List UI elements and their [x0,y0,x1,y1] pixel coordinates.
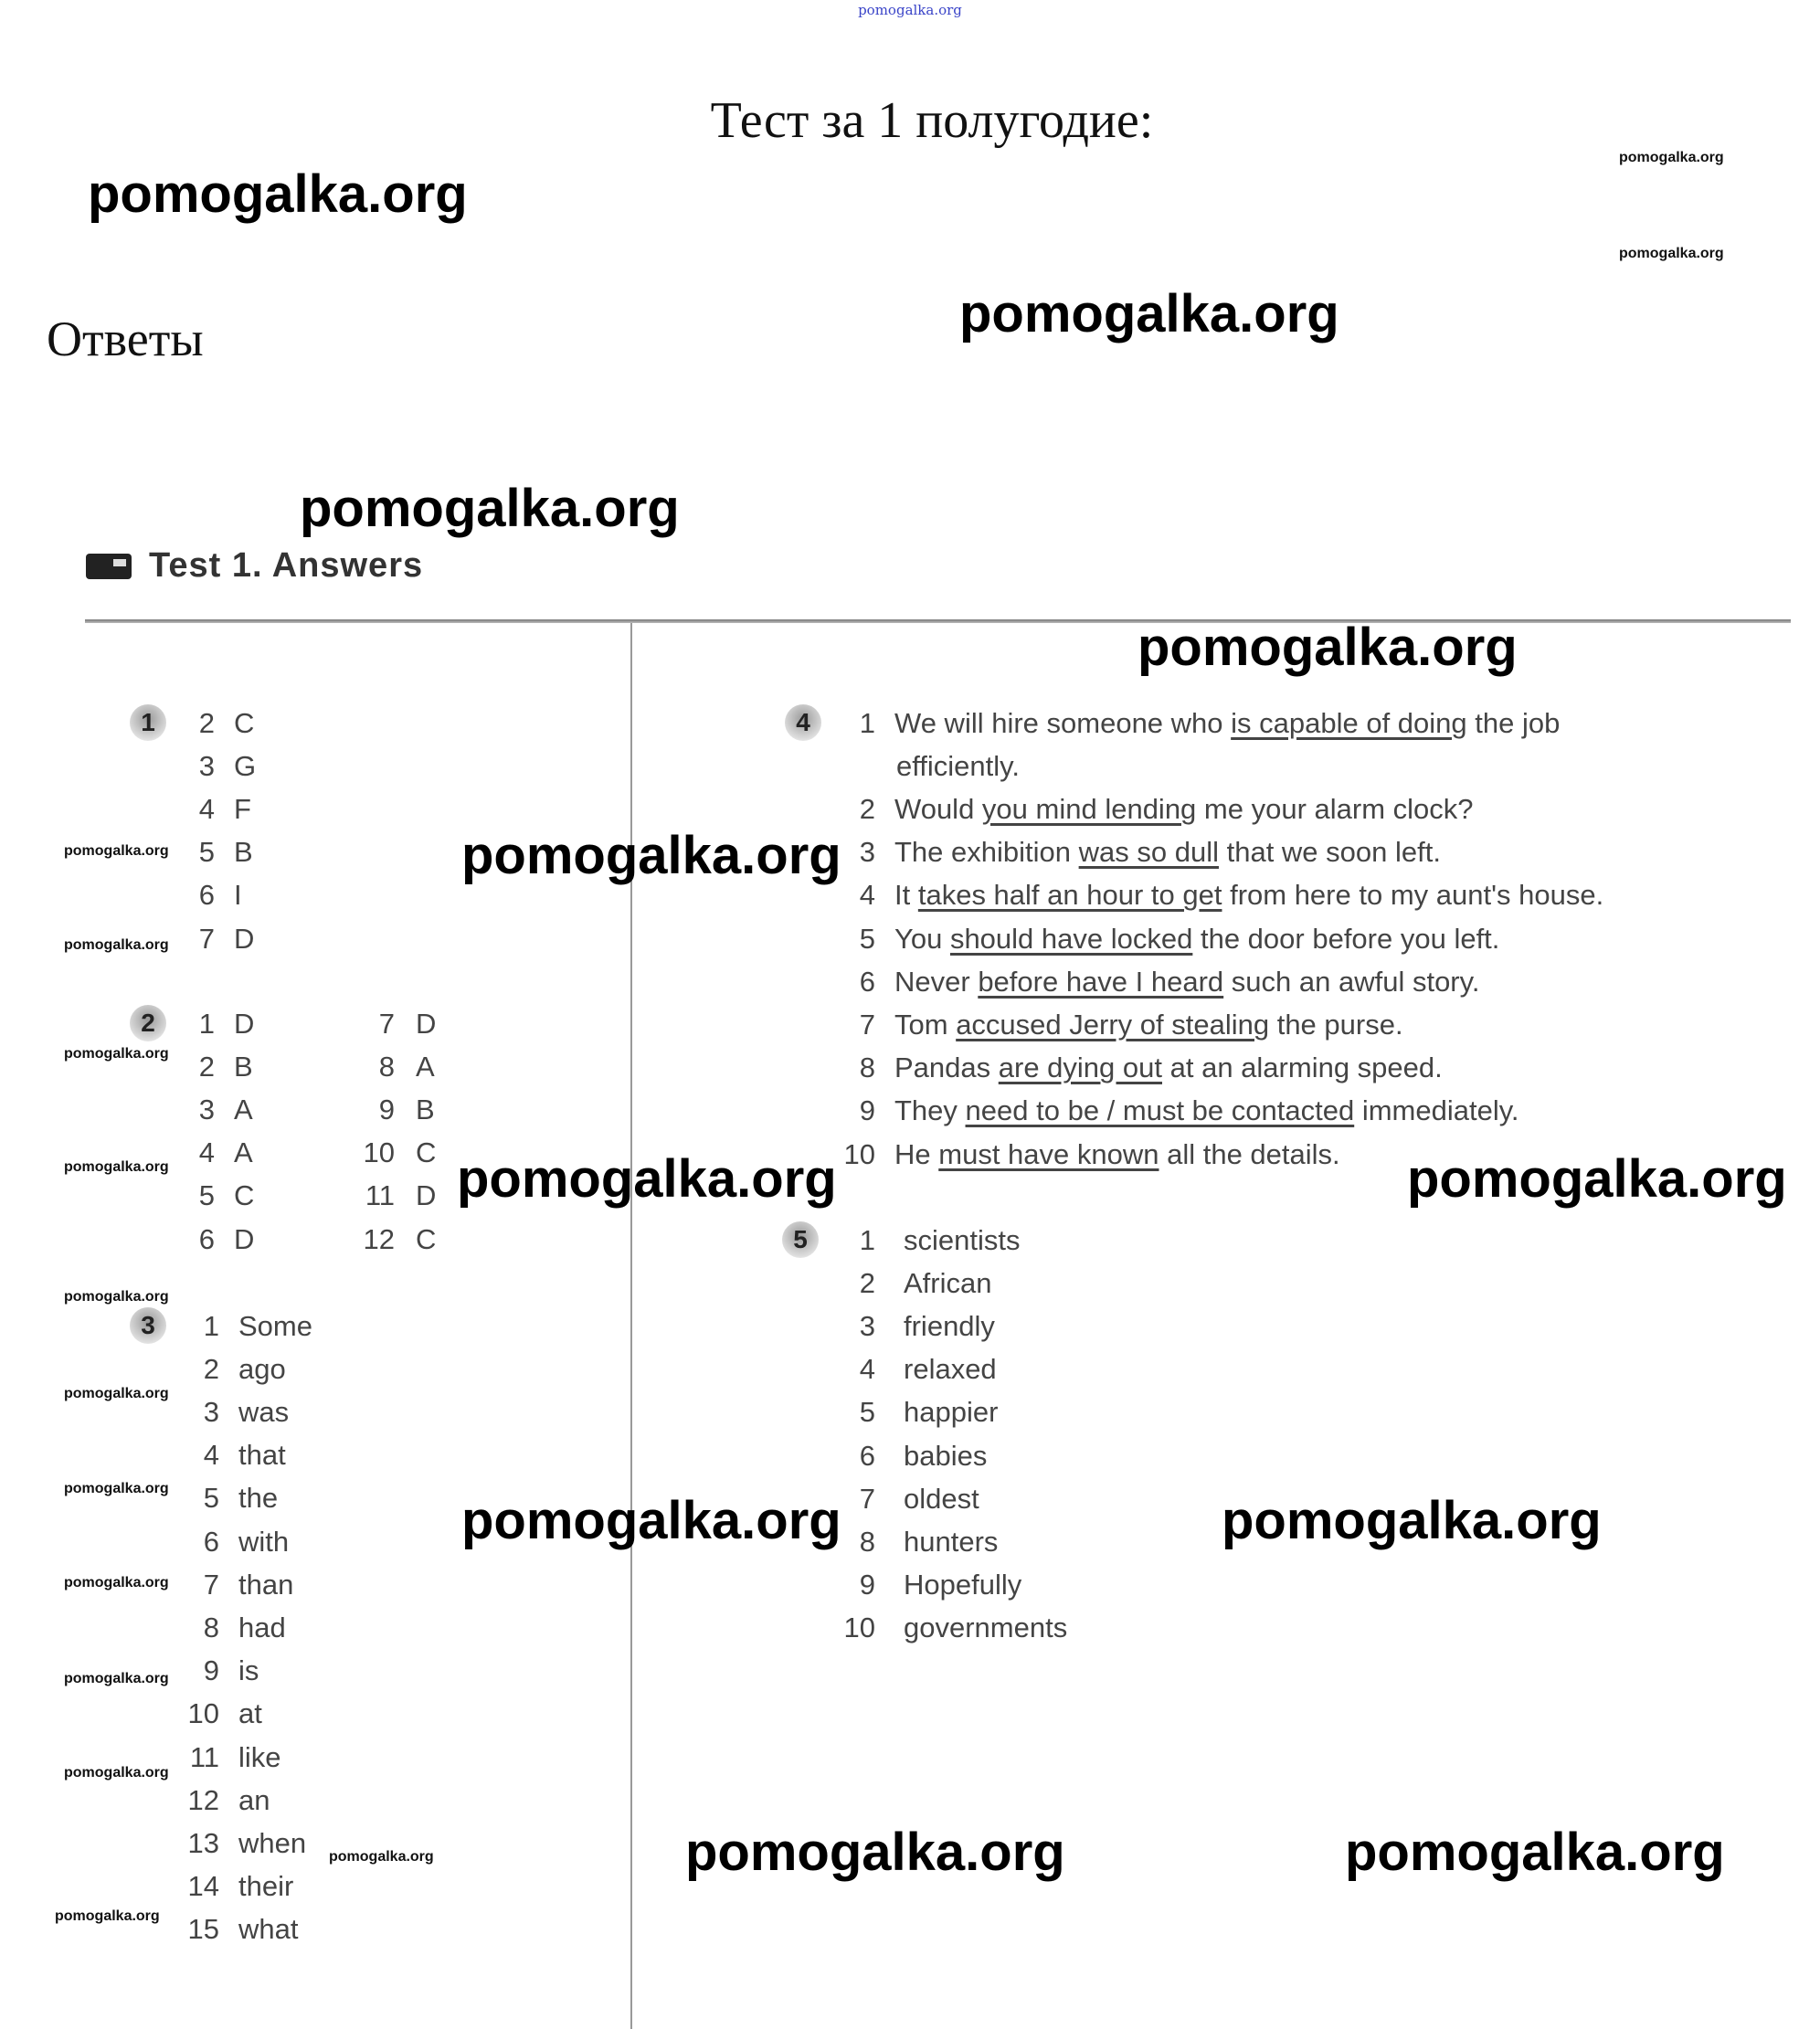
item-answer: ago [238,1352,286,1385]
section-5-badge: 5 [782,1221,819,1258]
item-number: 4 [859,1353,875,1386]
item-number: 10 [843,1137,875,1170]
top-watermark: pomogalka.org [858,2,962,18]
sentence-after: the purse. [1269,1008,1403,1041]
item-answer: at [238,1697,262,1730]
sentence-text [894,1003,1403,1046]
item-answer: friendly [904,1309,995,1342]
watermark-small: pomogalka.org [64,1386,169,1401]
item-number: 7 [203,1568,219,1601]
item-number: 1 [859,706,875,739]
item-number: 1 [859,1223,875,1256]
watermark-small: pomogalka.org [64,843,169,859]
watermark: pomogalka.org [461,1491,841,1550]
sentence-text [894,830,1441,873]
section-4-badge: 4 [785,704,821,741]
item-answer: the [238,1482,279,1515]
item-answer: B [234,1050,253,1083]
item-answer: C [234,706,255,739]
item-answer: D [234,922,255,955]
item-number: 6 [198,1222,215,1255]
watermark: pomogalka.org [685,1823,1065,1882]
sentence-after: that we soon left. [1218,836,1441,869]
item-number: 3 [859,836,875,869]
item-answer: when [238,1826,307,1859]
sentence-after: all the details. [1159,1137,1340,1170]
item-answer: hunters [904,1525,999,1558]
item-number: 7 [198,922,215,955]
item-answer: A [234,1093,253,1125]
item-answer: I [234,879,242,912]
underlined-answer: was so dull [1078,836,1219,869]
watermark: pomogalka.org [1407,1149,1787,1209]
item-number: 10 [363,1136,395,1169]
item-answer: African [904,1266,992,1299]
item-number: 2 [203,1352,219,1385]
underlined-answer: before have I heard [978,965,1224,998]
item-answer: had [238,1611,286,1643]
watermark-small: pomogalka.org [64,1159,169,1175]
item-answer: their [238,1870,294,1903]
item-number: 1 [198,1007,215,1040]
item-number: 5 [859,922,875,955]
item-number: 13 [187,1826,219,1859]
watermark-small: pomogalka.org [64,1046,169,1062]
watermark-small: pomogalka.org [1619,150,1724,165]
section-1-badge: 1 [130,704,166,741]
sentence-text [894,873,1603,916]
item-number: 2 [198,706,215,739]
item-answer: that [238,1439,286,1472]
item-answer: C [416,1222,437,1255]
underlined-answer: takes half an hour to get [917,879,1222,912]
item-number: 9 [859,1094,875,1127]
sentence-after: from here to my aunt's house. [1222,879,1604,912]
underlined-answer: accused Jerry of stealing [956,1008,1270,1041]
item-answer: like [238,1740,281,1773]
watermark-small: pomogalka.org [64,1671,169,1686]
item-number: 6 [859,965,875,998]
underlined-answer: need to be / must be contacted [965,1094,1355,1127]
watermark-small: pomogalka.org [64,1575,169,1590]
item-number: 15 [187,1913,219,1946]
item-answer: D [234,1007,255,1040]
sentence-text [894,1046,1443,1089]
item-answer: scientists [904,1223,1021,1256]
sentence-after: at an alarming speed. [1162,1051,1443,1084]
underlined-answer: are dying out [998,1051,1162,1084]
sentence-text [894,960,1479,1003]
watermark-small: pomogalka.org [64,1289,169,1305]
watermark: pomogalka.org [457,1149,837,1209]
item-number: 11 [189,1740,219,1773]
item-number: 14 [187,1870,219,1903]
item-number: 3 [198,749,215,782]
item-answer: D [416,1179,437,1212]
watermark: pomogalka.org [461,826,841,885]
item-answer: was [238,1395,290,1428]
section-3-badge: 3 [130,1307,166,1344]
sentence-continuation: efficiently. [896,749,1020,782]
item-number: 2 [198,1050,215,1083]
item-answer: Some [238,1309,312,1342]
item-number: 9 [203,1654,219,1687]
sentence-text [894,787,1474,830]
item-answer: A [416,1050,435,1083]
horizontal-divider [85,619,1791,623]
item-answer: F [234,792,251,825]
sentence-before: Tom [894,1008,957,1041]
item-number: 6 [203,1525,219,1558]
item-number: 6 [859,1439,875,1472]
item-answer: D [416,1007,437,1040]
watermark: pomogalka.org [1138,618,1518,677]
item-number: 12 [363,1222,395,1255]
item-answer: is [238,1654,259,1687]
underlined-answer: you mind lending [981,792,1197,825]
item-answer: C [234,1179,255,1212]
item-answer: than [238,1568,294,1601]
item-number: 8 [203,1611,219,1643]
item-answer: D [234,1222,255,1255]
item-number: 8 [859,1525,875,1558]
watermark-small: pomogalka.org [55,1908,160,1924]
watermark-small: pomogalka.org [329,1849,434,1865]
sentence-before: Never [894,965,979,998]
item-number: 5 [859,1396,875,1429]
sentence-text [894,702,1560,745]
item-number: 4 [198,792,215,825]
item-number: 5 [198,1179,215,1212]
sentence-before: Pandas [894,1051,999,1084]
item-answer: happier [904,1396,999,1429]
cassette-icon [86,554,132,579]
item-answer: babies [904,1439,988,1472]
sentence-text [894,1089,1519,1132]
watermark-small: pomogalka.org [64,1765,169,1781]
item-number: 5 [203,1482,219,1515]
test-heading: Test 1. Answers [149,546,424,585]
sentence-before: You [894,922,950,955]
sentence-before: It [894,879,918,912]
watermark: pomogalka.org [959,284,1339,343]
item-number: 7 [378,1007,395,1040]
item-number: 11 [365,1179,395,1212]
watermark-small: pomogalka.org [64,1481,169,1496]
watermark-small: pomogalka.org [64,937,169,953]
page-title: Тест за 1 полугодие: [710,92,1154,149]
item-answer: C [416,1136,437,1169]
watermark: pomogalka.org [88,164,468,224]
watermark: pomogalka.org [1222,1491,1602,1550]
underlined-answer: is capable of doing [1231,706,1467,739]
item-number: 9 [859,1569,875,1601]
item-number: 10 [187,1697,219,1730]
sentence-after: the door before you left. [1192,922,1500,955]
item-answer: oldest [904,1482,979,1515]
item-number: 10 [843,1612,875,1644]
item-answer: G [234,749,257,782]
item-number: 4 [859,879,875,912]
sentence-after: the job [1466,706,1561,739]
watermark: pomogalka.org [1345,1823,1725,1882]
watermark-small: pomogalka.org [1619,246,1724,261]
sentence-text [894,1133,1340,1176]
item-answer: Hopefully [904,1569,1022,1601]
item-number: 4 [198,1136,215,1169]
item-number: 2 [859,792,875,825]
item-number: 3 [859,1309,875,1342]
item-answer: relaxed [904,1353,997,1386]
sentence-after: immediately. [1354,1094,1519,1127]
underlined-answer: should have locked [949,922,1193,955]
item-answer: A [234,1136,253,1169]
sentence-after: me your alarm clock? [1196,792,1474,825]
item-number: 8 [378,1050,395,1083]
item-number: 7 [859,1482,875,1515]
sentence-before: They [894,1094,966,1127]
item-number: 3 [198,1093,215,1125]
item-answer: governments [904,1612,1068,1644]
answers-heading: Ответы [47,312,204,366]
item-number: 1 [203,1309,219,1342]
sentence-before: He [894,1137,939,1170]
item-number: 7 [859,1008,875,1041]
section-2-badge: 2 [130,1005,166,1041]
underlined-answer: must have known [938,1137,1159,1170]
sentence-before: We will hire someone who [894,706,1232,739]
item-number: 4 [203,1439,219,1472]
item-number: 2 [859,1266,875,1299]
watermark: pomogalka.org [300,479,680,538]
sentence-text [894,917,1499,960]
item-answer: an [238,1783,270,1816]
item-number: 6 [198,879,215,912]
item-answer: with [238,1525,290,1558]
sentence-before: The exhibition [894,836,1079,869]
item-number: 8 [859,1051,875,1084]
item-number: 9 [378,1093,395,1125]
item-number: 3 [203,1395,219,1428]
item-answer: B [234,836,253,869]
item-answer: B [416,1093,435,1125]
item-number: 5 [198,836,215,869]
item-answer: what [238,1913,299,1946]
sentence-before: Would [894,792,982,825]
item-number: 12 [187,1783,219,1816]
sentence-after: such an awful story. [1223,965,1480,998]
